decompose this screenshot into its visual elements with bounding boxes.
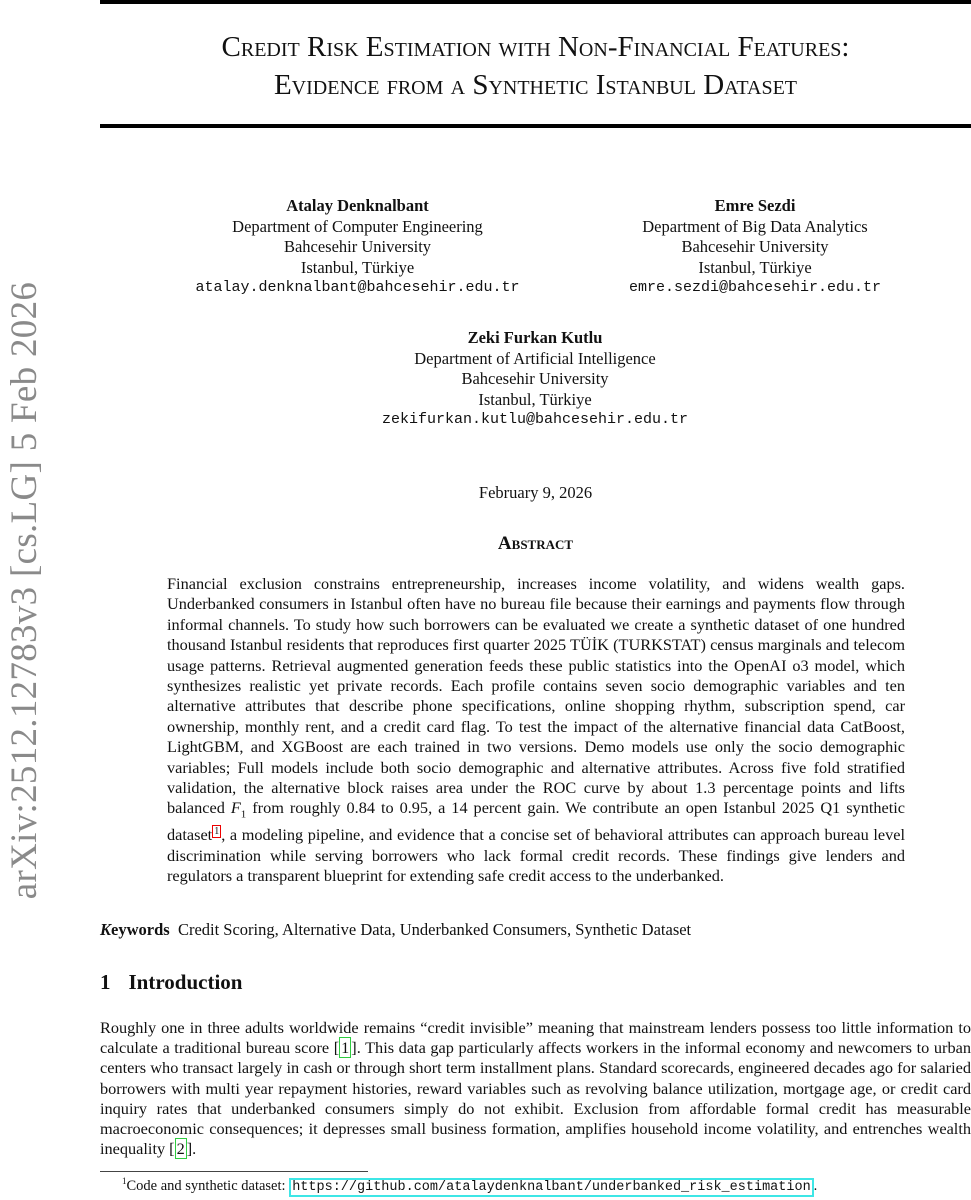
author-email[interactable]: emre.sezdi@bahcesehir.edu.tr	[628, 279, 882, 296]
footnote-rule	[100, 1171, 368, 1172]
author-name: Atalay Denknalbant	[286, 196, 429, 215]
keywords-label: Keywords	[100, 920, 170, 939]
author-department: Department of Artificial Intelligence	[414, 348, 656, 368]
title-line-1: Credit Risk Estimation with Non-Financial Features:	[221, 31, 850, 63]
title-rule-bottom	[100, 124, 971, 128]
abstract-text-1: Financial exclusion constrains entrepreneurship, increases income volatility, and widens wealth gaps. Underbanked consumers in Istanbul often have no bureau file because their earnings and payments flow through informal channels. To study how such borrowers can be evaluated we create a synthetic dataset of one hundred thousand Istanbul residents that reproduces first quarter 2025 TÜİK (TURKSTAT) census marginals and telecom usage patterns. Retrieval augmented generation feeds these public statistics into the OpenAI o3 model, which synthesizes realistic yet private records. Each profile contains seven socio demographic variables and ten alternative attributes that describe phone specifications, online shopping rhythm, subscription spend, car ownership, monthly rent, and a credit card flag. To test the impact of the alternative financial data CatBoost, LightGBM, and XGBoost are each trained in two versions. Demo models use only the socio demographic variables; Full models include both socio demographic and alternative attributes. Across five fold stratified validation, the alternative block raises area under the ROC curve by about 1.3 percentage points and lifts balanced	[167, 574, 905, 818]
author-email[interactable]: atalay.denknalbant@bahcesehir.edu.tr	[195, 279, 520, 296]
footnote: $^1$Code and synthetic dataset: https://github.com/atalaydenknalbant/underbanked_risk_estimation .	[122, 1176, 818, 1195]
arxiv-id-text: arXiv:2512.12783v3 [cs.LG] 5 Feb 2026	[4, 281, 46, 899]
abstract-text-3: , a modeling pipeline, and evidence that a concise set of behavioral attributes can approach bureau level discrimination while serving borrowers who lack formal credit records. These findings give lenders and regulators a transparent blueprint for extending safe credit access to the underbanked.	[167, 825, 905, 885]
author-university: Bahcesehir University	[283, 237, 432, 256]
title-line-2: Evidence from a Synthetic Istanbul Dataset	[273, 69, 798, 101]
author-name: Zeki Furkan Kutlu	[467, 328, 603, 347]
author-block-1	[160, 196, 555, 299]
section-heading-introduction	[100, 970, 242, 995]
citation-link-1[interactable]: 1	[341, 1038, 350, 1058]
footnote-mark: 1	[122, 1176, 127, 1186]
title-rule-top	[100, 0, 971, 4]
author-block-2	[600, 196, 910, 299]
keywords-text: Credit Scoring, Alternative Data, Underbanked Consumers, Synthetic Dataset	[177, 920, 692, 939]
author-department: Department of Big Data Analytics	[642, 216, 868, 236]
abstract-text-2: from roughly 0.84 to 0.95, a 14 percent gain. We contribute an open Istanbul 2025 Q1 synthetic dataset	[167, 798, 905, 845]
paper-title	[100, 28, 971, 104]
section-number: 1	[100, 970, 111, 994]
author-university: Bahcesehir University	[681, 237, 829, 256]
footnote-link[interactable]: 1	[214, 825, 220, 837]
author-location: Istanbul, Türkiye	[478, 389, 592, 409]
github-url-link[interactable]: https://github.com/atalaydenknalbant/underbanked_risk_estimation	[289, 1178, 813, 1197]
introduction-paragraph: Roughly one in three adults worldwide remains “credit invisible” meaning that mainstream lenders possess too little information to calculate a traditional bureau score [ 1 ]. This data gap particularly affects workers in the informal economy and newcomers to urban centers who transact largely in cash or through short term installment plans. Standard scorecards, engineered decades ago for salaried borrowers with multi year repayment histories, reward variables such as revolving balance utilization, mortgage age, or credit card inquiry rates that underbanked consumers simply do not exhibit. Exclusion from affordable formal credit has measurable macroeconomic consequences; it depresses small business formation, amplifies household income volatility, and entrenches wealth inequality [ 2 ].	[100, 1018, 971, 1159]
author-block-3	[330, 328, 740, 431]
author-university: Bahcesehir University	[461, 369, 609, 388]
section-title: Introduction	[128, 970, 243, 994]
keywords	[100, 920, 691, 940]
paper-date: February 9, 2026	[478, 483, 593, 502]
author-location: Istanbul, Türkiye	[698, 257, 812, 277]
arxiv-stamp	[0, 270, 50, 910]
f1-subscript: 1	[240, 808, 247, 821]
footnote-label: Code and synthetic dataset:	[126, 1177, 290, 1194]
author-department: Department of Computer Engineering	[232, 216, 483, 236]
abstract-heading: Abstract	[497, 533, 574, 554]
abstract-body	[167, 574, 905, 886]
author-email[interactable]: zekifurkan.kutlu@bahcesehir.edu.tr	[381, 411, 689, 428]
author-name: Emre Sezdi	[714, 196, 796, 215]
f1-symbol: F	[230, 798, 241, 818]
author-location: Istanbul, Türkiye	[300, 257, 415, 277]
citation-link-2[interactable]: 2	[176, 1139, 185, 1159]
